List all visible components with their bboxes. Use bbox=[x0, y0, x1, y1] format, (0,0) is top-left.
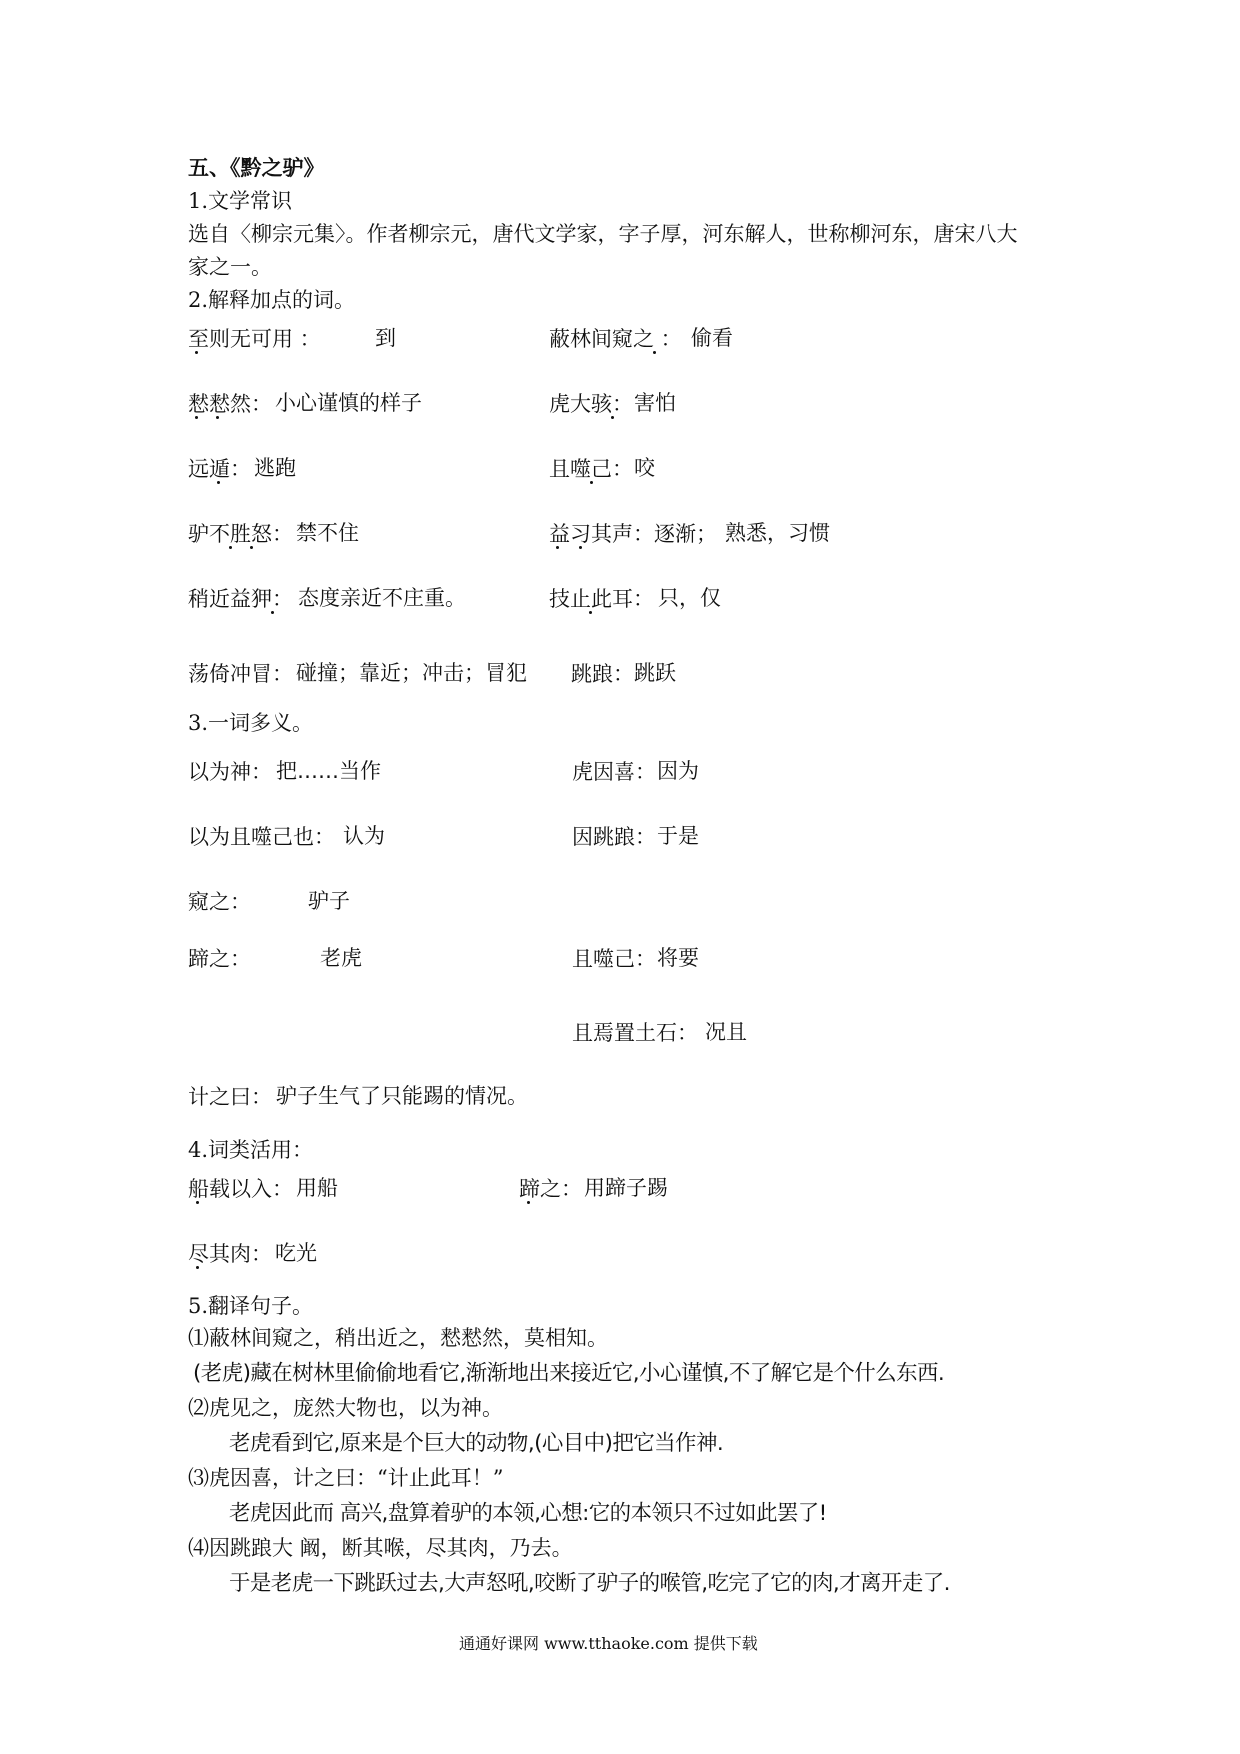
sec2-item-a: 禁不住 bbox=[296, 521, 359, 545]
sec4-heading: 4.词类活用： bbox=[188, 1138, 314, 1162]
sec1-heading: 1.文学常识 bbox=[188, 189, 293, 213]
sec2-item-q: 慭慭然： bbox=[188, 392, 272, 416]
sec2-item-a: 碰撞；靠近；冲击；冒犯 bbox=[296, 661, 527, 685]
sec3-item-q: 窥之： bbox=[188, 890, 251, 914]
sec3-item-q: 计之曰： bbox=[188, 1085, 272, 1109]
sec3-item-a: 驴子 bbox=[308, 889, 350, 913]
sec5-heading: 5.翻译句子。 bbox=[188, 1294, 314, 1318]
sec3-item-a: 于是 bbox=[657, 824, 699, 848]
sec3-item-q: 蹄之： bbox=[188, 947, 251, 971]
sec3-item-a: 将要 bbox=[657, 946, 699, 970]
sec3-item-q: 且噬己： bbox=[572, 947, 656, 971]
page-footer: 通通好课网 www.tthaoke.com 提供下载 bbox=[459, 1634, 758, 1653]
sec4-item-q: 蹄之： bbox=[519, 1177, 582, 1201]
emphasis-dot bbox=[579, 546, 582, 549]
sec3-item-a: 况且 bbox=[705, 1020, 747, 1044]
sec4-item-q: 船载以入： bbox=[188, 1177, 293, 1201]
sec2-item-a: 害怕 bbox=[634, 391, 676, 415]
emphasis-dot bbox=[217, 481, 220, 484]
sec2-item-q: 驴不胜怒： bbox=[188, 522, 293, 546]
emphasis-dot bbox=[590, 481, 593, 484]
sec5-sentence: ⑶虎因喜，计之曰：“计止此耳！” bbox=[188, 1466, 504, 1490]
sec2-item-a: 咬 bbox=[634, 456, 655, 480]
sec2-item-q: 且噬己： bbox=[549, 457, 633, 481]
sec2-item-q: 蔽林间窥之 ： bbox=[549, 327, 682, 351]
emphasis-dot bbox=[195, 416, 198, 419]
sec2-item-a: 态度亲近不庄重。 bbox=[298, 586, 466, 610]
sec2-item-a: 只，仅 bbox=[658, 586, 721, 610]
sec2-item-q: 远遁： bbox=[188, 457, 251, 481]
emphasis-dot bbox=[229, 546, 232, 549]
sec2-item-a: 到 bbox=[375, 326, 396, 350]
emphasis-dot bbox=[556, 546, 559, 549]
sec3-item-q: 以为且噬己也： bbox=[188, 825, 335, 849]
sec5-sentence: ⑷因跳踉大 阚，断其喉，尽其肉，乃去。 bbox=[188, 1536, 573, 1560]
sec4-item-a: 吃光 bbox=[275, 1241, 317, 1265]
emphasis-dot bbox=[653, 351, 656, 354]
sec2-item-a: 小心谨慎的样子 bbox=[275, 391, 422, 415]
sec5-sentence: ⑵虎见之，庞然大物也，以为神。 bbox=[188, 1396, 503, 1420]
sec3-item-a: 驴子生气了只能踢的情况。 bbox=[276, 1084, 528, 1108]
sec2-item-a: 偷看 bbox=[691, 326, 733, 350]
emphasis-dot bbox=[611, 416, 614, 419]
sec5-translation: 于是老虎一下跳跃过去,大声怒吼,咬断了驴子的喉管,吃完了它的肉,才离开走了. bbox=[229, 1571, 950, 1596]
sec2-item-q: 至则无可用 ： bbox=[188, 327, 321, 351]
sec3-item-q: 因跳踉： bbox=[572, 825, 656, 849]
emphasis-dot bbox=[195, 351, 198, 354]
emphasis-dot bbox=[216, 416, 219, 419]
sec4-item-a: 用船 bbox=[296, 1176, 338, 1200]
sec5-translation: (老虎)藏在树林里偷偷地看它,渐渐地出来接近它,小心谨慎,不了解它是个什么东西. bbox=[193, 1361, 945, 1386]
sec3-heading: 3.一词多义。 bbox=[188, 711, 314, 735]
emphasis-dot bbox=[589, 611, 592, 614]
emphasis-dot bbox=[196, 1201, 199, 1204]
sec2-item-q: 技止此耳： bbox=[549, 587, 654, 611]
sec3-item-a: 认为 bbox=[343, 824, 385, 848]
sec2-item-a: 熟悉，习惯 bbox=[725, 521, 830, 545]
sec4-item-a: 用蹄子踢 bbox=[584, 1176, 668, 1200]
sec1-text-line2: 家之一。 bbox=[188, 255, 272, 279]
sec4-item-q: 尽其肉： bbox=[188, 1242, 272, 1266]
sec3-item-q: 且焉置土石： bbox=[572, 1021, 698, 1045]
sec2-item-a: 逃跑 bbox=[254, 456, 296, 480]
sec2-item-q: 稍近益狎： bbox=[188, 587, 293, 611]
emphasis-dot bbox=[527, 1201, 530, 1204]
sec1-text-line1: 选自〈柳宗元集〉。作者柳宗元，唐代文学家，字子厚，河东解人，世称柳河东，唐宋八大 bbox=[188, 222, 1018, 246]
emphasis-dot bbox=[250, 546, 253, 549]
sec2-item-a: 跳跃 bbox=[634, 661, 676, 685]
emphasis-dot bbox=[196, 1266, 199, 1269]
sec2-item-q: 虎大骇： bbox=[549, 392, 633, 416]
sec3-item-a: 因为 bbox=[657, 759, 699, 783]
page-title: 五、《黔之驴》 bbox=[188, 155, 325, 180]
sec3-item-q: 虎因喜： bbox=[572, 760, 656, 784]
sec3-item-q: 以为神： bbox=[188, 760, 272, 784]
sec5-sentence: ⑴蔽林间窥之，稍出近之，慭慭然，莫相知。 bbox=[188, 1326, 608, 1350]
sec2-item-q: 益习其声：逐渐； bbox=[549, 522, 717, 546]
sec5-translation: 老虎因此而 高兴,盘算着驴的本领,心想:它的本领只不过如此罢了! bbox=[229, 1501, 827, 1526]
sec2-heading: 2.解释加点的词。 bbox=[188, 288, 356, 312]
emphasis-dot bbox=[271, 611, 274, 614]
sec2-item-q: 跳踉： bbox=[571, 662, 634, 686]
sec3-item-a: 把……当作 bbox=[276, 759, 381, 783]
sec5-translation: 老虎看到它,原来是个巨大的动物,(心目中)把它当作神. bbox=[229, 1431, 724, 1456]
sec2-item-q: 荡倚冲冒： bbox=[188, 662, 293, 686]
sec3-item-a: 老虎 bbox=[320, 946, 362, 970]
